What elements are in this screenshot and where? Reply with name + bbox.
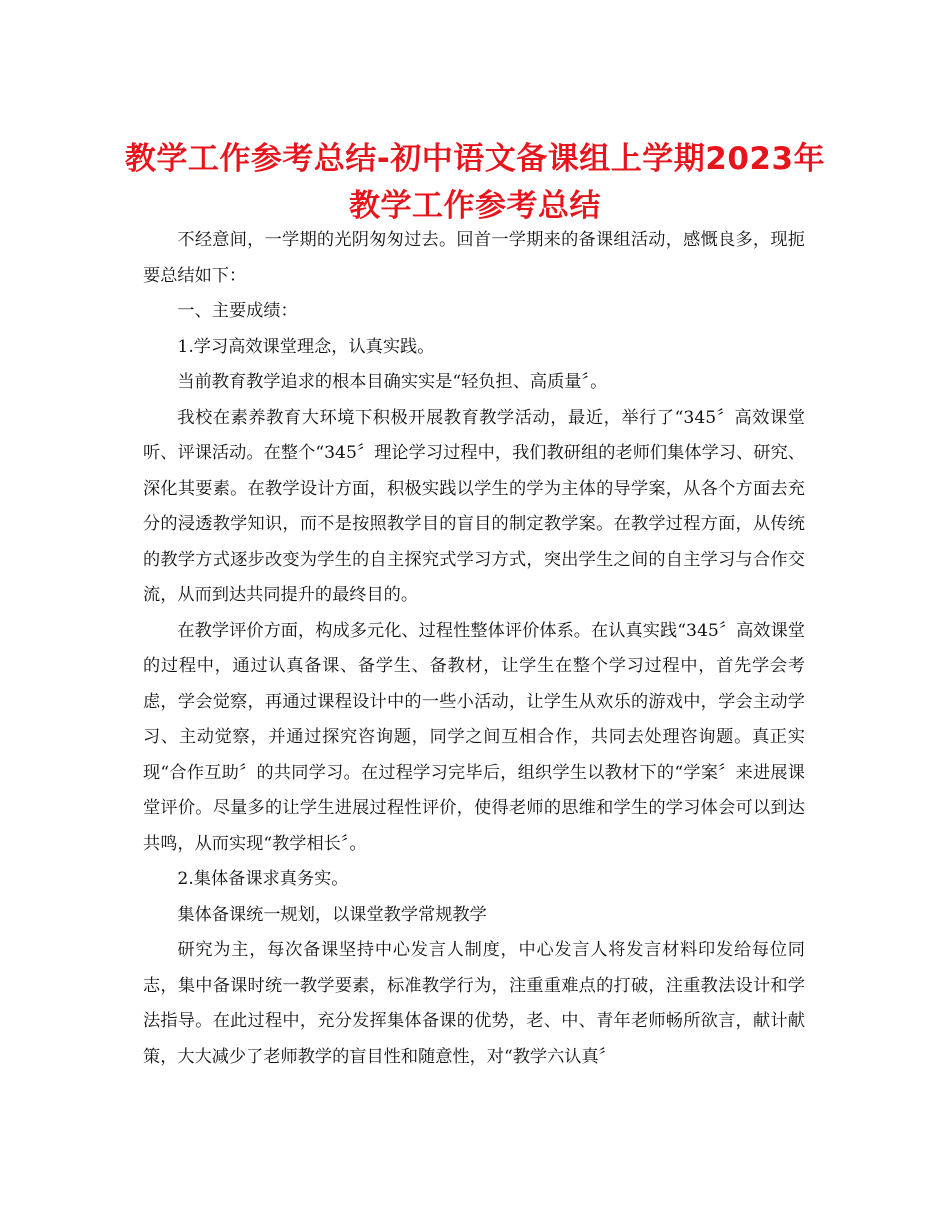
subheading-efficient-classroom: 1.学习高效课堂理念，认真实践。 xyxy=(177,336,435,357)
paragraph-evaluation: 在教学评价方面，构成多元化、过程性整体评价体系。在认真实践“345〞高效课堂的过程中，通过认真备课、备学生、备教材，让学生在整个学习过程中，首先学会考虑，学会觉察，再通过课程设计中的一些小活动，让学生从欢乐的游戏中，学会主动学习、主动觉察，并通过探究咨询题，同学之间互相合作，共同去处理咨询题。真正实现“合作互助〞的共同学习。在过程学习完毕后，组织学生以教材下的“学案〞来进展课堂评价。尽量多的让学生进展过程性评价，使得老师的思维和学生的学习体会可以到达共鸣，从而实现“教学相长〞。 xyxy=(143,620,805,854)
paragraph-research: 研究为主，每次备课坚持中心发言人制度，中心发言人将发言材料印发给每位同志，集中备课时统一教学要素，标准教学行为，注重重难点的打破，注重教法设计和学法指导。在此过程中，充分发挥集体备课的优势，老、中、青年老师畅所欲言，献计献策，大大减少了老师教学的盲目性和随意性，对“教学六认真〞 xyxy=(143,940,805,1067)
paragraph-intro: 不经意间，一学期的光阴匆匆过去。回首一学期来的备课组活动，感慨良多，现扼要总结如下： xyxy=(143,230,805,286)
subheading-collective-prep: 2.集体备课求真务实。 xyxy=(177,869,349,889)
paragraph-teaching-goal: 当前教育教学追求的根本目确实实是“轻负担、高质量〞。 xyxy=(177,372,608,392)
document-body xyxy=(143,223,805,1075)
document-title: 教学工作参考总结-初中语文备课组上学期2023年教学工作参考总结 xyxy=(124,141,826,224)
paragraph-collective-plan: 集体备课统一规划，以课堂教学常规教学 xyxy=(177,904,487,925)
paragraph-345-activity: 我校在素养教育大环境下积极开展教育教学活动，最近，举行了“345〞高效课堂听、评课活动。在整个“345〞理论学习过程中，我们教研组的老师们集体学习、研究、深化其要素。在教学设计方面，积极实践以学生的学为主体的导学案，从各个方面去充分的浸透教学知识，而不是按照教学目的盲目的制定教学案。在教学过程方面，从传统的教学方式逐步改变为学生的自主探究式学习方式，突出学生之间的自主学习与合作交流，从而到达共同提升的最终目的。 xyxy=(143,407,805,605)
heading-main-achievements: 一、主要成绩： xyxy=(177,301,298,321)
